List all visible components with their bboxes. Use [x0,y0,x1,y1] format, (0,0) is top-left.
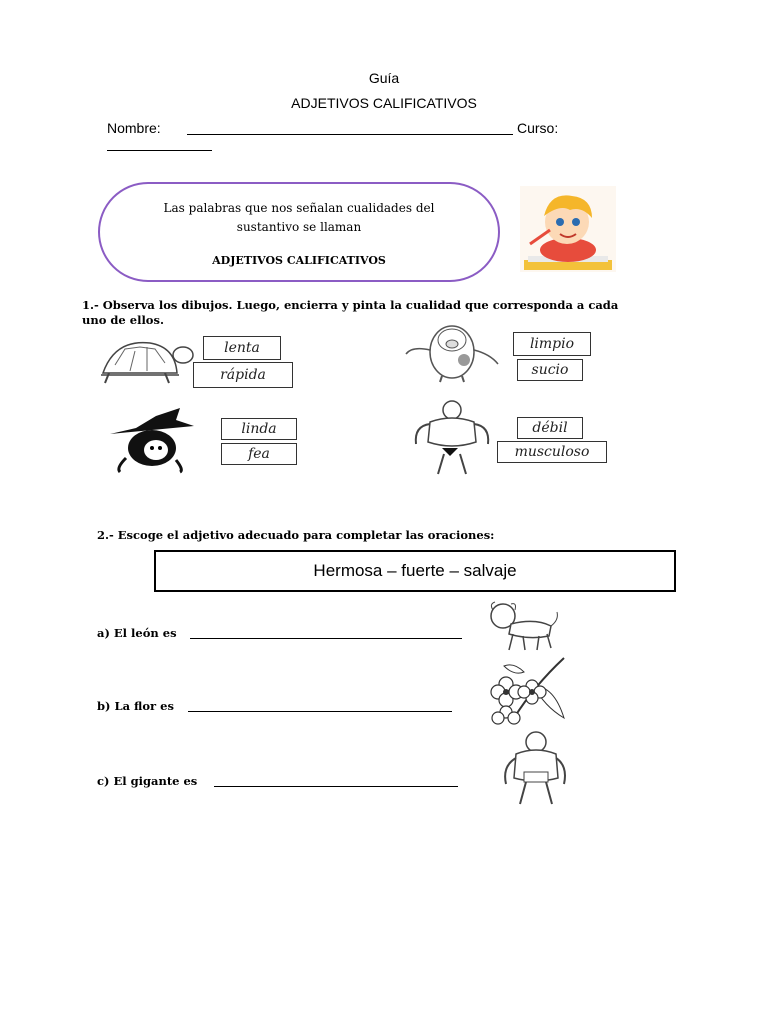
option-sucio[interactable]: sucio [517,359,583,381]
turtle-icon [95,335,195,385]
option-limpio[interactable]: limpio [513,332,591,356]
witch-icon [106,408,198,474]
course-label: Curso: [517,120,559,136]
exercise1-instruction-line1: 1.- Observa los dibujos. Luego, encierra y pinta la cualidad que corresponda a cada [82,298,619,312]
sentence-a-label: a) El león es [97,626,177,640]
definition-term: ADJETIVOS CALIFICATIVOS [212,254,386,267]
sentence-c-label: c) El gigante es [97,774,198,788]
name-label: Nombre: [107,120,161,136]
option-musculoso[interactable]: musculoso [497,441,607,463]
guide-label: Guía [368,70,400,86]
boy-writing-icon [520,186,616,272]
pig-icon [402,320,502,384]
option-debil[interactable]: débil [517,417,583,439]
option-fea[interactable]: fea [221,443,297,465]
definition-line2: sustantivo se llaman [236,220,362,234]
exercise2-instruction: 2.- Escoge el adjetivo adecuado para completar las oraciones: [97,528,495,542]
word-bank: Hermosa – fuerte – salvaje [154,550,676,592]
definition-line1: Las palabras que nos señalan cualidades del [163,201,435,215]
sentence-a-answer-line[interactable] [190,638,462,639]
strongman-icon [410,398,494,478]
giant-icon [498,730,572,806]
page-title: ADJETIVOS CALIFICATIVOS [291,95,477,111]
course-line[interactable] [107,150,212,151]
exercise1-instruction-line2: uno de ellos. [82,313,164,327]
name-line[interactable] [187,134,513,135]
option-lenta[interactable]: lenta [203,336,281,360]
option-linda[interactable]: linda [221,418,297,440]
flower-icon [484,656,570,726]
sentence-b-answer-line[interactable] [188,711,452,712]
sentence-c-answer-line[interactable] [214,786,458,787]
option-rapida[interactable]: rápida [193,362,293,388]
sentence-b-label: b) La flor es [97,699,174,713]
lion-icon [485,600,561,652]
